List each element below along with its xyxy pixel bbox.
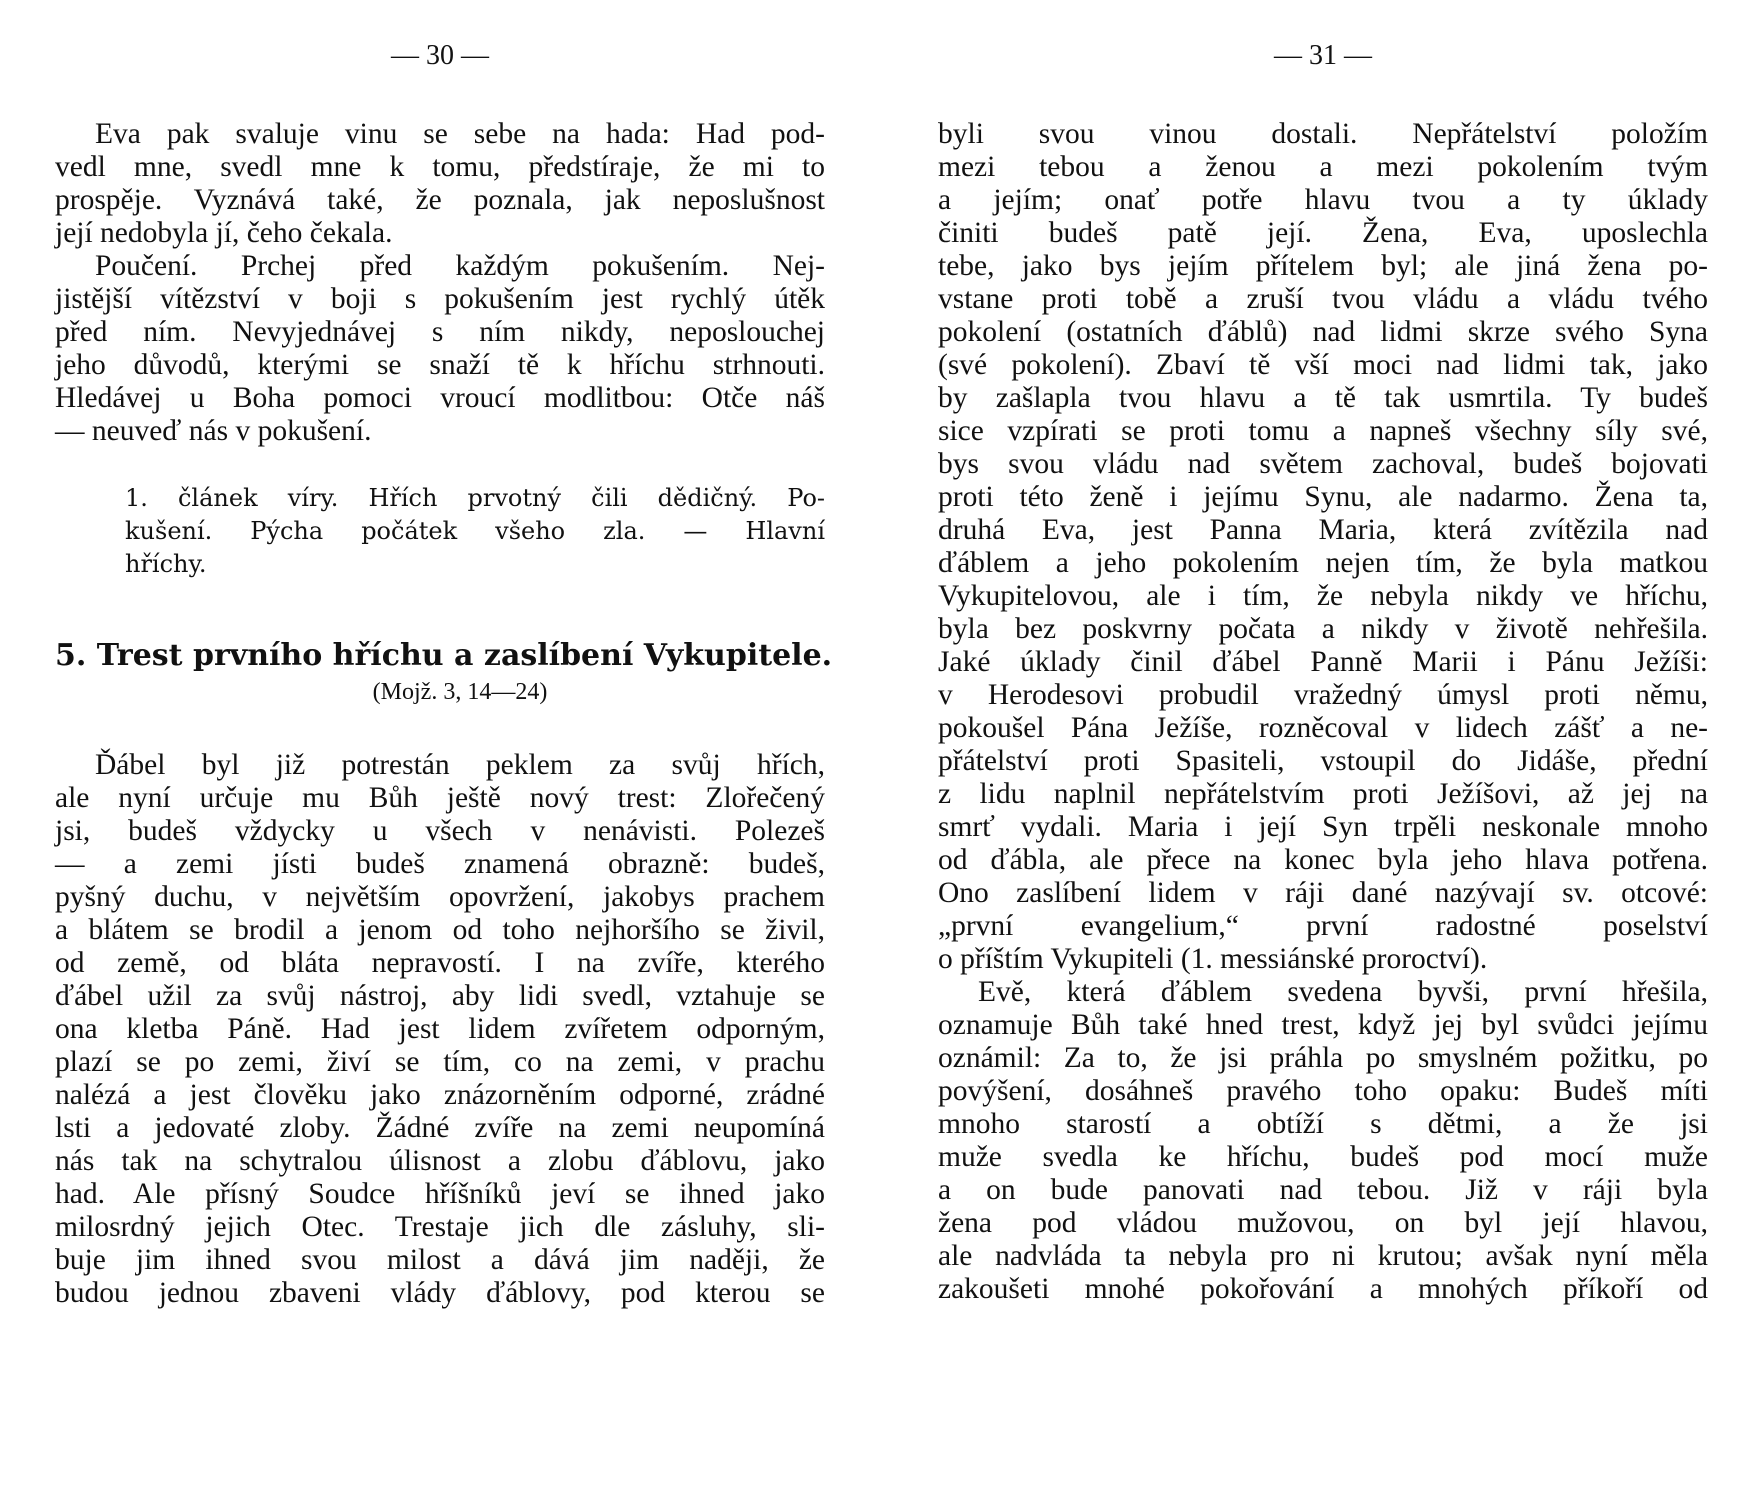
text-line: byli svou vinou dostali. Nepřátelství položím	[938, 118, 1708, 150]
text-line: smrť vydali. Maria i její Syn trpěli neskonale mnoho	[938, 811, 1708, 843]
text-line: pokolení (ostatních ďáblů) nad lidmi skrze svého Syna	[938, 316, 1708, 348]
text-line: a jejím; onať potře hlavu tvou a ty úklady	[938, 184, 1708, 216]
text-line: sice vzpírati se proti tomu a napneš všechny síly své,	[938, 415, 1708, 447]
text-line: přátelství proti Spasiteli, vstoupil do Jidáše, přední	[938, 745, 1708, 777]
paragraph	[938, 976, 1708, 1306]
text-line: před ním. Nevyjednávej s ním nikdy, neposlouchej	[55, 316, 825, 348]
text-line: hříchy.	[125, 550, 207, 578]
text-line: prospěje. Vyznává také, že poznala, jak neposlušnost	[55, 184, 825, 216]
page-number: — 30 —	[391, 40, 489, 71]
text-line: vstane proti tobě a zruší tvou vládu a vládu tvého	[938, 283, 1708, 315]
text-line: zakoušeti mnohé pokořování a mnohých příkoří od	[938, 1273, 1708, 1305]
text-line: ale nyní určuje mu Bůh ještě nový trest: Zlořečený	[55, 782, 825, 814]
section-heading: 5. Trest prvního hříchu a zaslíbení Vykupitele.	[55, 638, 833, 673]
text-line: jistější vítězství v boji s pokušením jest rychlý útěk	[55, 283, 825, 315]
text-line: tebe, jako bys jejím přítelem byl; ale jiná žena po-	[938, 250, 1708, 282]
text-line: druhá Eva, jest Panna Maria, která zvítězila nad	[938, 514, 1708, 546]
text-line: mezi tebou a ženou a mezi pokolením tvým	[938, 151, 1708, 183]
page-number: — 31 —	[1274, 40, 1372, 71]
text-line: od země, od bláta nepravostí. I na zvíře, kterého	[55, 947, 825, 979]
text-line: 1. článek víry. Hřích prvotný čili dědičný. Po-	[125, 484, 825, 512]
text-line: Evě, která ďáblem svedena byvši, první hřešila,	[978, 976, 1708, 1008]
catechism-note	[55, 482, 825, 581]
paragraph	[55, 250, 825, 448]
text-line: Ono zaslíbení lidem v ráji dané nazývají sv. otcové:	[938, 877, 1708, 909]
right-page	[938, 0, 1708, 1500]
text-line: žena pod vládou mužovou, on byl její hlavou,	[938, 1207, 1708, 1239]
text-line: jsi, budeš vždycky u všech v nenávisti. Polezeš	[55, 815, 825, 847]
text-line: Poučení. Prchej před každým pokušením. Nej-	[95, 250, 825, 282]
text-line: plazí se po zemi, živí se tím, co na zemi, v prachu	[55, 1046, 825, 1078]
left-page	[55, 0, 833, 1500]
text-line: Hledávej u Boha pomoci vroucí modlitbou: Otče náš	[55, 382, 825, 414]
paragraph	[55, 118, 825, 250]
text-line: Ďábel byl již potrestán peklem za svůj hřích,	[95, 749, 825, 781]
text-line: by zašlapla tvou hlavu a tě tak usmrtila. Ty budeš	[938, 382, 1708, 414]
text-line: od ďábla, ale přece na konec byla jeho hlava potřena.	[938, 844, 1708, 876]
text-line: milosrdný jejich Otec. Trestaje jich dle zásluhy, sli-	[55, 1211, 825, 1243]
text-line: pyšný duchu, v největším opovržení, jakobys prachem	[55, 881, 825, 913]
text-line: v Herodesovi probudil vražedný úmysl proti němu,	[938, 679, 1708, 711]
page-body	[55, 118, 833, 1310]
text-line: oznámil: Za to, že jsi práhla po smyslném požitku, po	[938, 1042, 1708, 1074]
text-line: činiti budeš patě její. Žena, Eva, uposlechla	[938, 217, 1708, 249]
text-line: nás tak na schytralou úlisnost a zlobu ďáblovu, jako	[55, 1145, 825, 1177]
text-line: Eva pak svaluje vinu se sebe na hada: Had pod-	[95, 118, 825, 150]
text-line: budou jednou zbaveni vlády ďáblovy, pod kterou se	[55, 1277, 825, 1309]
text-line: kušení. Pýcha počátek všeho zla. — Hlavní	[125, 517, 825, 545]
text-line: bys svou vládu nad světem zachoval, budeš bojovati	[938, 448, 1708, 480]
text-line: — neuveď nás v pokušení.	[55, 415, 372, 447]
text-line: a blátem se brodil a jenom od toho nejhoršího se živil,	[55, 914, 825, 946]
text-line: buje jim ihned svou milost a dává jim naději, že	[55, 1244, 825, 1276]
text-line: jeho důvodů, kterými se snaží tě k hříchu strhnouti.	[55, 349, 825, 381]
text-line: lsti a jedovaté zloby. Žádné zvíře na zemi neupomíná	[55, 1112, 825, 1144]
text-line: nalézá a jest člověku jako znázorněním odporné, zrádné	[55, 1079, 825, 1111]
text-line: její nedobyla jí, čeho čekala.	[55, 217, 393, 249]
text-line: proti této ženě i jejímu Synu, ale nadarmo. Žena ta,	[938, 481, 1708, 513]
text-line: Vykupitelovou, ale i tím, že nebyla nikdy ve hříchu,	[938, 580, 1708, 612]
text-line: o příštím Vykupiteli (1. messiánské proroctví).	[938, 943, 1488, 975]
bible-reference: (Mojž. 3, 14—24)	[372, 679, 548, 705]
text-line: byla bez poskvrny počata a nikdy v životě nehřešila.	[938, 613, 1708, 645]
text-line: ďábel užil za svůj nástroj, aby lidi svedl, vztahuje se	[55, 980, 825, 1012]
page-body	[938, 118, 1708, 1306]
text-line: (své pokolení). Zbaví tě vší moci nad lidmi tak, jako	[938, 349, 1708, 381]
text-line: ďáblem a jeho pokolením nejen tím, že byla matkou	[938, 547, 1708, 579]
text-line: ale nadvláda ta nebyla pro ni krutou; avšak nyní měla	[938, 1240, 1708, 1272]
text-line: ona kletba Páně. Had jest lidem zvířetem odporným,	[55, 1013, 825, 1045]
text-line: povýšení, dosáhneš pravého toho opaku: Budeš míti	[938, 1075, 1708, 1107]
text-line: Jaké úklady činil ďábel Panně Marii i Pánu Ježíši:	[938, 646, 1708, 678]
text-line: a on bude panovati nad tebou. Již v ráji byla	[938, 1174, 1708, 1206]
text-line: „první evangelium,“ první radostné poselství	[938, 910, 1708, 942]
text-line: — a zemi jísti budeš znamená obrazně: budeš,	[55, 848, 825, 880]
paragraph	[55, 749, 825, 1310]
text-line: oznamuje Bůh také hned trest, když jej byl svůdci jejímu	[938, 1009, 1708, 1041]
text-line: vedl mne, svedl mne k tomu, předstíraje, že mi to	[55, 151, 825, 183]
text-line: mnoho starostí a obtíží s dětmi, a že jsi	[938, 1108, 1708, 1140]
text-line: muže svedla ke hříchu, budeš pod mocí muže	[938, 1141, 1708, 1173]
paragraph	[938, 118, 1708, 976]
text-line: pokoušel Pána Ježíše, rozněcoval v lidech zášť a ne-	[938, 712, 1708, 744]
text-line: had. Ale přísný Soudce hříšníků jeví se ihned jako	[55, 1178, 825, 1210]
text-line: z lidu naplnil nepřátelstvím proti Ježíšovi, až jej na	[938, 778, 1708, 810]
